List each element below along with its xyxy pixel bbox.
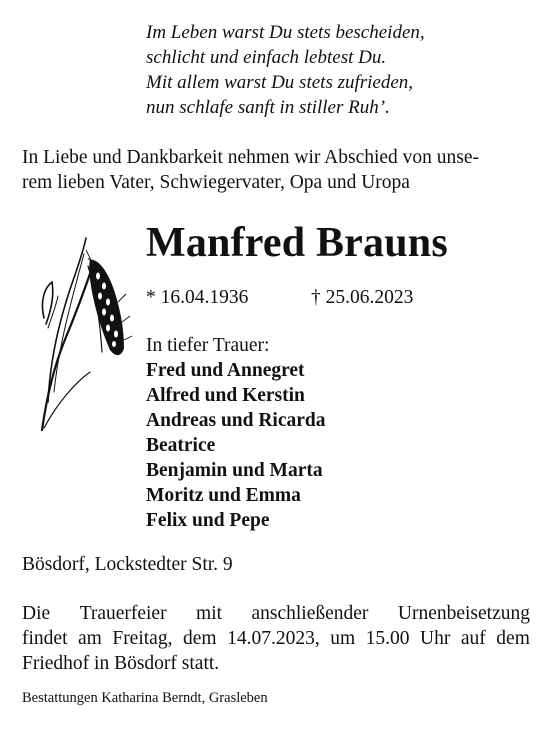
list-item: Beatrice [146,435,216,456]
word: Trauerfeier [79,603,167,624]
list-item: Fred und Annegret [146,360,305,381]
life-dates [146,286,414,310]
family-list [146,358,326,533]
word: Freitag, [112,628,173,649]
mourners-block [146,333,326,533]
service-line: Friedhof in Bösdorf statt. [22,653,220,674]
poem-line: nun schlafe sanft in stiller Ruh’. [146,97,390,118]
list-item: Andreas und Ricarda [146,410,326,431]
intro-text [22,145,530,195]
undertaker-credit: Bestattungen Katharina Berndt, Grasleben [22,690,268,706]
poem-line: Mit allem warst Du stets zufrieden, [146,72,414,93]
death-date: † 25.06.2023 [311,287,414,308]
list-item: Benjamin und Marta [146,460,323,481]
word: auf [460,628,486,649]
word: Uhr [420,628,451,649]
service-notice [22,601,530,676]
intro-line: rem lieben Vater, Schwiegervater, Opa und Uropa [22,172,410,193]
word: um [330,628,356,649]
word: Die [22,603,51,624]
poem-line: schlicht und einfach lebtest Du. [146,47,387,68]
service-line [22,601,530,626]
list-item: Moritz und Emma [146,485,301,506]
word: 15.00 [365,628,410,649]
birth-date: * 16.04.1936 [146,287,249,308]
poem [146,20,536,120]
word: Urnenbeisetzung [397,603,530,624]
deceased-name: Manfred Brauns [146,220,448,266]
word: 14.07.2023, [227,628,320,649]
word: am [78,628,102,649]
intro-line: In Liebe und Dankbarkeit nehmen wir Abschied von unse- [22,147,480,168]
list-item: Felix und Pepe [146,510,270,531]
word: anschließender [251,603,369,624]
word: dem [496,628,530,649]
word: findet [22,628,68,649]
mourning-lead: In tiefer Trauer: [146,335,270,356]
word: dem [182,628,217,649]
list-item: Alfred und Kerstin [146,385,305,406]
service-line [22,626,530,651]
poem-line: Im Leben warst Du stets bescheiden, [146,22,425,43]
grass-ear-icon [28,232,138,432]
word: mit [196,603,223,624]
address: Bösdorf, Lockstedter Str. 9 [22,554,233,575]
